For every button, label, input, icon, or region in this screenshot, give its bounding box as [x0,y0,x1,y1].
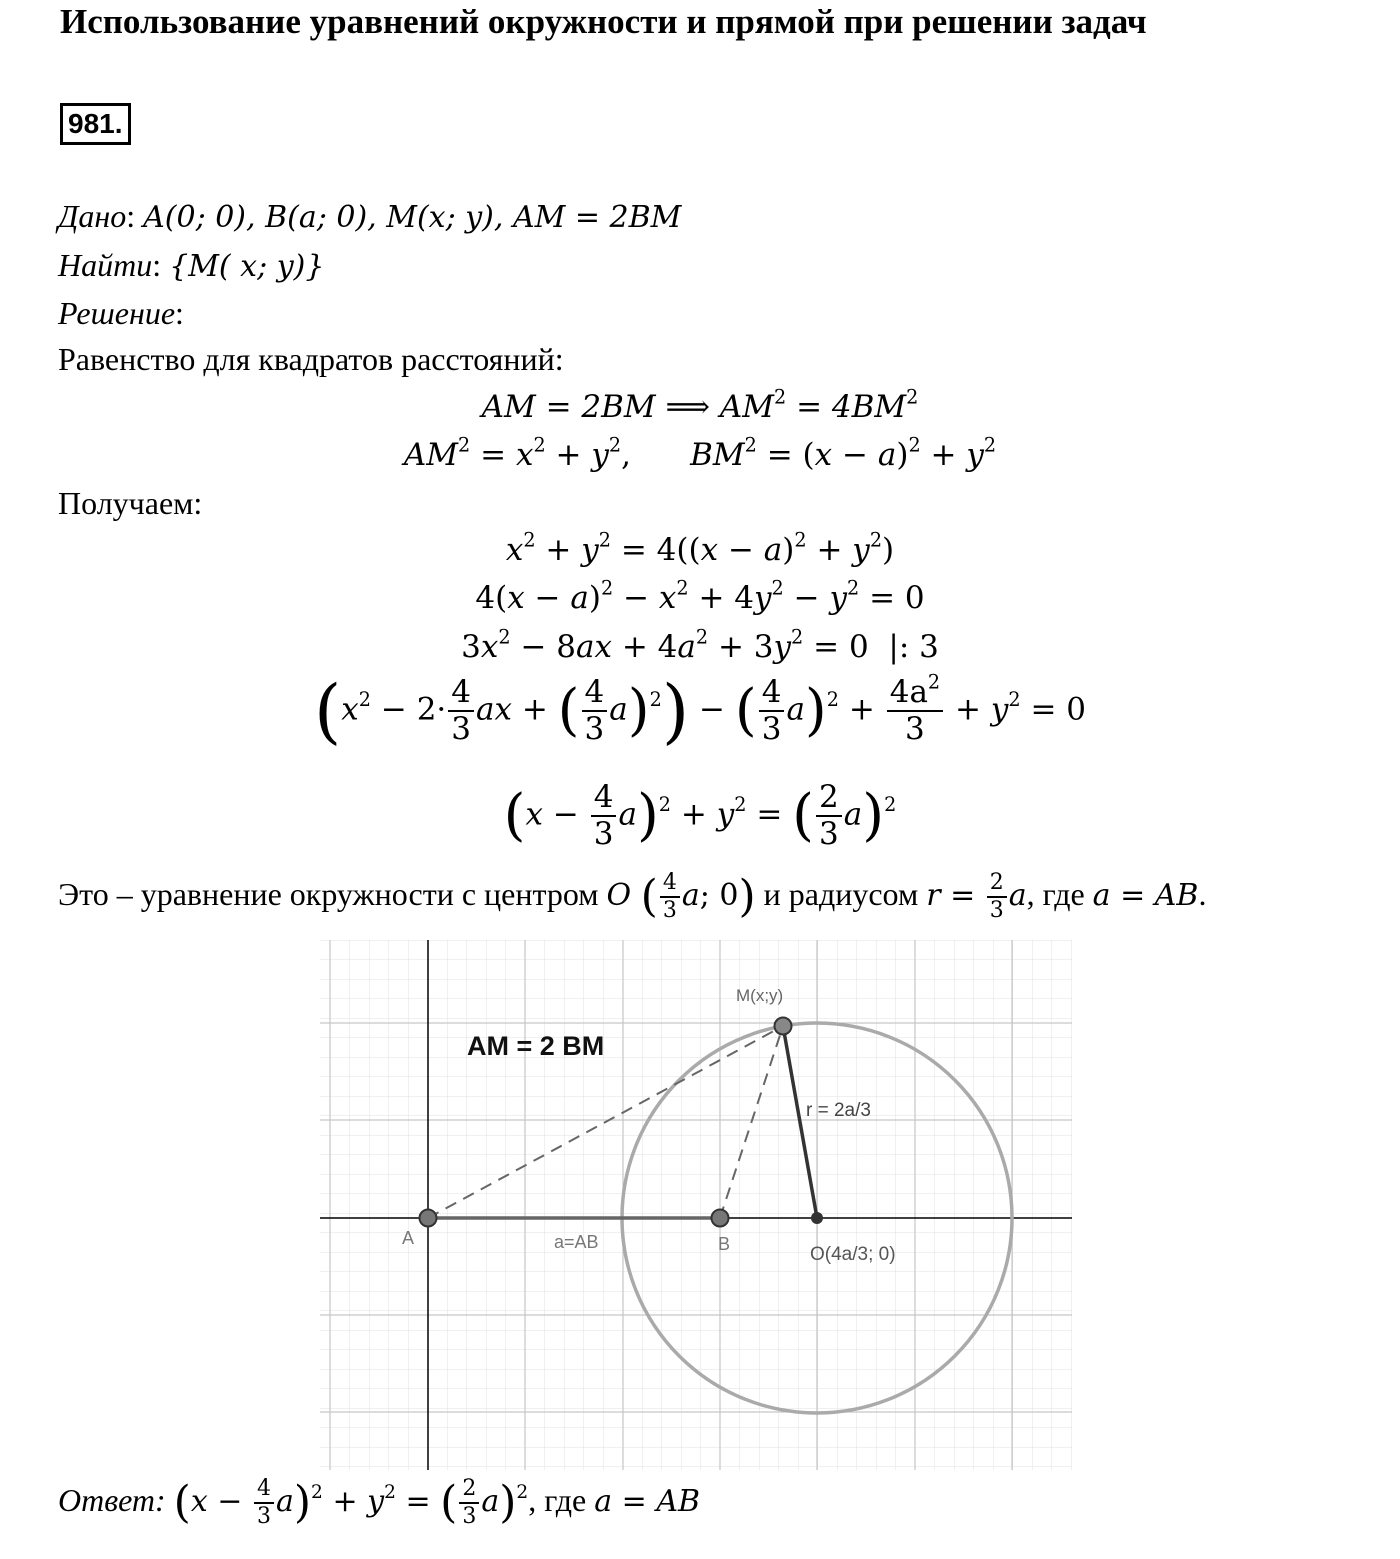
conclusion-part3: , где [1026,876,1085,912]
given-label: Дано [58,198,127,234]
page-title: Использование уравнений окружности и прямой при решении задач [60,2,1147,41]
label-m: M(x;y) [736,986,784,1005]
label-o: O(4a/3; 0) [810,1244,896,1265]
point-o [811,1212,823,1224]
find-line: Найти: {M( x; y)} [58,247,325,284]
label-a: A [402,1228,415,1248]
given-text: A(0; 0), B(a; 0), M(x; y), AM = 2BM [143,200,682,235]
equation-1: AM = 2BM ⟹ $AM^2 = 4BM^2$ [481,385,919,425]
equation-7: (x − $\frac{4}{3}$ $a)^2 + y^2$ = ( $\frac{2}{3}$ a)$^2$ [503,779,897,852]
conclusion-part2: и радиусом [763,876,919,912]
answer-line: Ответ: (x − $\frac{4}{3}$ $a)^2 + y^2$ = ( $\frac{2}{3}$ a)$^2$, где a = AB [58,1476,701,1529]
point-a [420,1210,437,1227]
find-label: Найти [58,247,153,283]
answer-label: Ответ: [58,1482,166,1518]
label-r: r = 2a/3 [806,1100,871,1121]
equation-2: $AM^2 = x^2 + y^2$, $BM^2 = (x - a)^2 + y^2$ [403,433,997,473]
diagram-annotation: AM = 2 BM [467,1031,605,1061]
equation-3: $x^2 + y^2 = 4((x - a)^2 + y^2)$ [505,528,895,568]
conclusion-line: Это – уравнение окружности с центром O ( $\frac{4}{3}$ a; 0) и радиусом r = $\frac{2}{3}$ a, где a = AB. [58,870,1207,923]
equality-text: Равенство для квадратов расстояний: [58,341,564,377]
label-ab: a=AB [554,1232,599,1252]
label-b: B [718,1234,731,1254]
point-m [775,1018,792,1035]
solution-line: Решение: [58,295,184,331]
answer-where: , где [528,1482,587,1518]
equation-5: $3x^2 - 8ax + 4a^2 + 3y^2 = 0$ |: 3 [461,625,939,665]
given-line: Дано: A(0; 0), B(a; 0), M(x; y), AM = 2BM [58,198,682,235]
get-text: Получаем: [58,485,203,521]
find-text: {M( x; y)} [169,249,325,284]
problem-number: 981. [60,103,131,145]
conclusion-part1: Это – уравнение окружности с центром [58,876,599,912]
equation-6: ($x^2 - 2\cdot$ $\frac{4}{3}$ ax + ( $\frac{4}{3}$ a)$^2$) − ( $\frac{4}{3}$ a)$^2$ + $\frac{4a^2}{3}$ + $y^2 = 0$ [313,670,1086,752]
point-b [712,1210,729,1227]
equation-4: $4(x - a)^2 - x^2 + 4y^2 - y^2 = 0$ [475,576,925,616]
solution-label: Решение [58,295,176,331]
